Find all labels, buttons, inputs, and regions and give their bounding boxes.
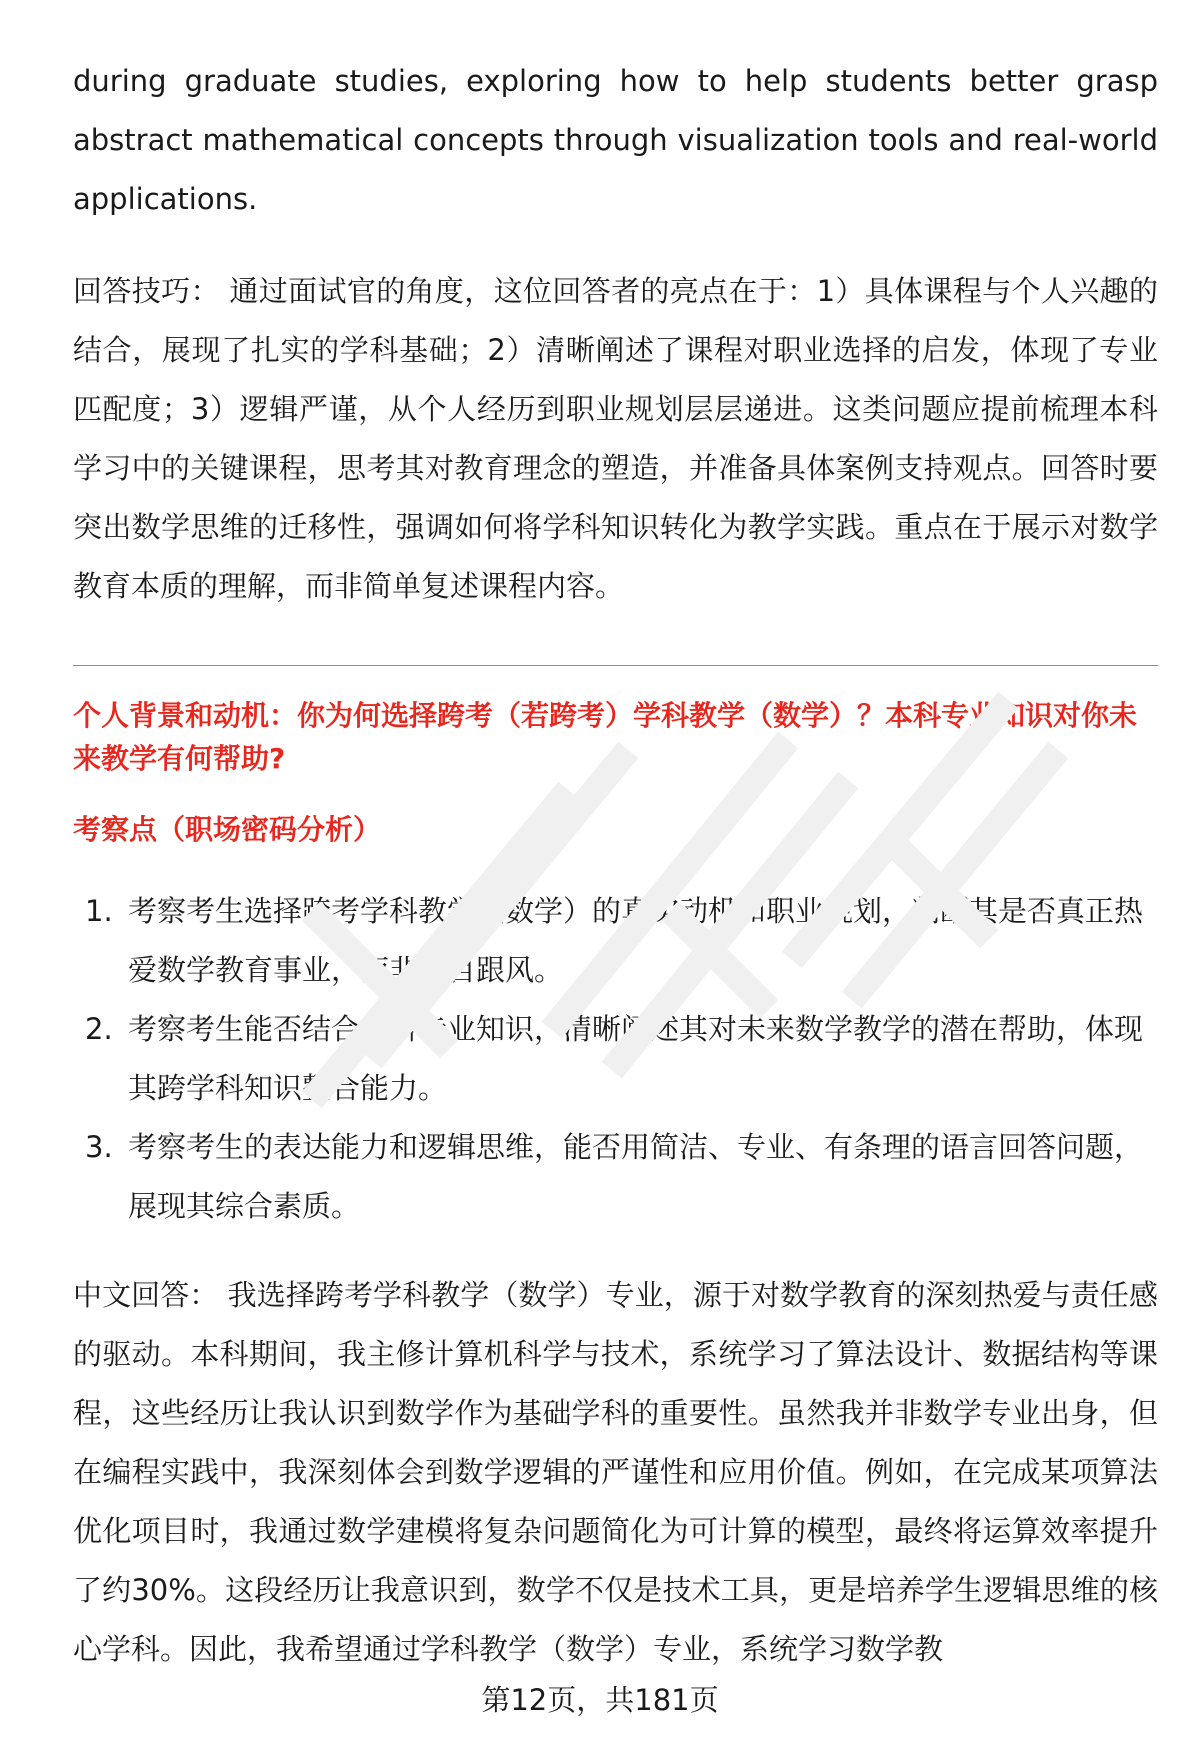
list-item-number: 1. bbox=[85, 894, 113, 928]
tips-label: 回答技巧： bbox=[73, 274, 220, 308]
list-item bbox=[73, 1000, 1158, 1118]
question-heading: 个人背景和动机：你为何选择跨考（若跨考）学科教学（数学）？本科专业知识对你未来教学有何帮助? bbox=[73, 699, 1138, 775]
list-item bbox=[73, 882, 1158, 1000]
list-item bbox=[73, 1118, 1158, 1236]
list-item-text: 考察考生选择跨考学科教学（数学）的真实动机和职业规划，判断其是否真正热爱数学教育事业，而非盲目跟风。 bbox=[128, 894, 1144, 987]
answer-paragraph bbox=[73, 1266, 1158, 1679]
tips-paragraph bbox=[73, 262, 1158, 616]
answer-label: 中文回答： bbox=[73, 1278, 219, 1312]
list-item-text: 考察考生能否结合本科专业知识，清晰阐述其对未来数学教学的潜在帮助，体现其跨学科知识整合能力。 bbox=[128, 1012, 1144, 1105]
answer-text: 我选择跨考学科教学（数学）专业，源于对数学教育的深刻热爱与责任感的驱动。本科期间，我主修计算机科学与技术，系统学习了算法设计、数据结构等课程，这些经历让我认识到数学作为基础学科的重要性。虽然我并非数学专业出身，但在编程实践中，我深刻体会到数学逻辑的严谨性和应用价值。例如，在完成某项算法优化项目时，我通过数学建模将复杂问题简化为可计算的模型，最终将运算效率提升了约30%。这段经历让我意识到，数学不仅是技术工具，更是培养学生逻辑思维的核心学科。因此，我希望通过学科教学（数学）专业，系统学习数学教 bbox=[73, 1278, 1158, 1666]
assessment-heading: 考察点（职场密码分析） bbox=[73, 813, 382, 846]
list-item-number: 3. bbox=[85, 1130, 113, 1164]
list-item-text: 考察考生的表达能力和逻辑思维，能否用简洁、专业、有条理的语言回答问题，展现其综合素质。 bbox=[128, 1130, 1144, 1223]
section-divider bbox=[73, 665, 1158, 666]
intro-paragraph: during graduate studies, exploring how to help students better grasp abstract mathematical concepts through visualization tools and real-world applications. bbox=[73, 64, 1158, 216]
assessment-list bbox=[73, 882, 1158, 1236]
tips-text: 通过面试官的角度，这位回答者的亮点在于：1）具体课程与个人兴趣的结合，展现了扎实的学科基础；2）清晰阐述了课程对职业选择的启发，体现了专业匹配度；3）逻辑严谨，从个人经历到职业规划层层递进。这类问题应提前梳理本科学习中的关键课程，思考其对教育理念的塑造，并准备具体案例支持观点。回答时要突出数学思维的迁移性，强调如何将学科知识转化为教学实践。重点在于展示对数学教育本质的理解，而非简单复述课程内容。 bbox=[73, 274, 1158, 603]
list-item-number: 2. bbox=[85, 1012, 113, 1046]
page-footer: 第12页，共181页 bbox=[481, 1683, 719, 1717]
